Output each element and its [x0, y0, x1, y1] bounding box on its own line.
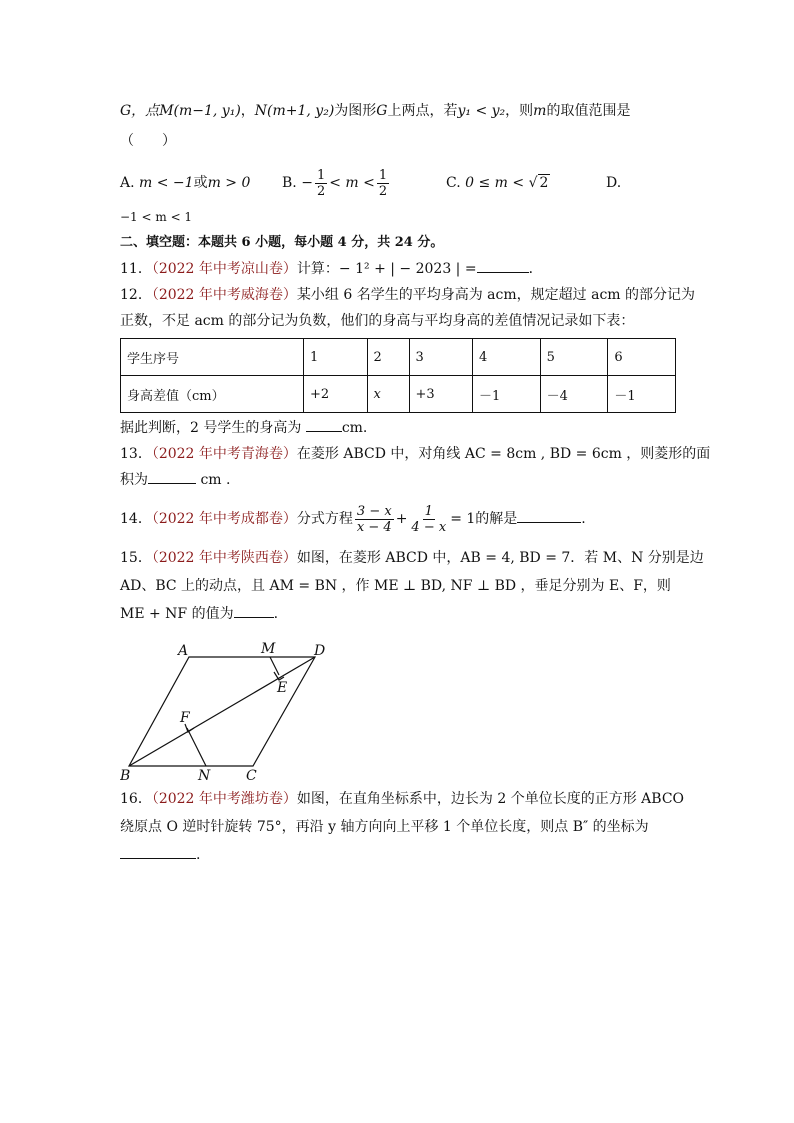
q14: [120, 499, 680, 539]
option-c-label: C.: [446, 175, 461, 191]
q13-line2-suffix: cm .: [200, 472, 231, 488]
q12-text-1: 某小组 6 名学生的平均身高为 acm，规定超过 acm 的部分记为: [296, 287, 696, 303]
frac-num: 1: [424, 503, 433, 519]
label-b: B: [120, 768, 131, 780]
option-a-label: A.: [120, 175, 135, 191]
q14-number: 14．: [120, 511, 152, 527]
q14-fraction-1: [355, 504, 394, 535]
q14-fraction-2: [409, 504, 448, 535]
frac-den: 2: [378, 183, 388, 199]
q13-text-1: 在菱形 ABCD 中，对角线 AC = 8cm , BD = 6cm ，则菱形的面: [296, 446, 711, 462]
q12-answer-blank[interactable]: [306, 417, 342, 432]
q10-point-n: N(m+1, y₂): [254, 103, 335, 119]
q14-eq: = 1的解是: [450, 511, 518, 527]
q15-line3-prefix: ME + NF 的值为: [120, 606, 234, 622]
q13-line2: [120, 469, 680, 491]
rhombus-figure: [120, 640, 340, 780]
table-cell: 身高差值（cm）: [121, 376, 304, 413]
table-cell: 1: [304, 339, 368, 376]
table-cell: 5: [540, 339, 608, 376]
label-c: C: [246, 768, 257, 780]
q10-stem-end: ，则: [505, 103, 534, 119]
segment-nf: [187, 728, 206, 766]
q10-comma: ，: [240, 103, 255, 119]
frac-den: 2: [316, 183, 326, 199]
q12-after: [120, 417, 680, 439]
label-d: D: [314, 643, 326, 659]
q11-source: （2022 年中考凉山卷）: [151, 261, 297, 277]
q15-source: （2022 年中考陕西卷）: [151, 550, 297, 566]
q16-answer-blank[interactable]: [120, 844, 196, 859]
table-cell: －4: [540, 376, 608, 413]
q11-number: 11．: [120, 261, 152, 277]
q15-number: 15．: [120, 550, 152, 566]
q15-line1: [120, 547, 704, 569]
q14-end: .: [581, 511, 586, 527]
option-b-mid: < m <: [329, 175, 375, 191]
q11-answer-blank[interactable]: [477, 258, 529, 273]
frac-num: 1: [316, 167, 326, 183]
q11-text: 计算：− 1² + | − 2023 | =: [296, 261, 477, 277]
table-row: [121, 376, 676, 413]
label-e: E: [277, 680, 288, 696]
q16-line3: [120, 844, 680, 866]
table-cell: 6: [608, 339, 676, 376]
option-b-minus: −: [301, 175, 313, 191]
q13-answer-blank[interactable]: [148, 469, 196, 484]
q16-source: （2022 年中考潍坊卷）: [151, 791, 297, 807]
option-a-text-1: m < −1: [139, 175, 194, 191]
q14-plus: +: [395, 511, 408, 527]
table-cell: －1: [608, 376, 676, 413]
table-cell: +2: [304, 376, 368, 413]
label-n: N: [198, 768, 211, 780]
option-c-sqrt: 2: [539, 175, 549, 191]
frac-num: 1: [378, 167, 388, 183]
q16-line2: 绕原点 O 逆时针旋转 75°，再沿 y 轴方向向上平移 1 个单位长度，则点 B″ 的坐标为: [120, 819, 649, 835]
option-b-frac-right: [377, 168, 389, 199]
q14-source: （2022 年中考成都卷）: [151, 511, 297, 527]
q10-stem-mid2: 上两点，若: [387, 103, 458, 119]
q16-line3-suffix: .: [196, 847, 201, 863]
table-row: [121, 339, 676, 376]
q10-stem-mid: 为图形: [334, 103, 377, 119]
q10-point-m: M(m−1, y₁): [159, 103, 241, 119]
q16-text-1: 如图，在直角坐标系中，边长为 2 个单位长度的正方形 ABCO: [296, 791, 685, 807]
q13-source: （2022 年中考青海卷）: [151, 446, 297, 462]
q15-text-1: 如图，在菱形 ABCD 中，AB = 4, BD = 7．若 M、N 分别是边: [296, 550, 704, 566]
q14-answer-blank[interactable]: [517, 508, 581, 523]
q10-paren: （ ）: [120, 133, 176, 149]
q10-stem-m: m: [533, 103, 547, 119]
q11-end: ．: [528, 261, 543, 277]
q10-stem-g: G: [376, 103, 388, 119]
option-c-text: 0 ≤ m <: [465, 175, 525, 191]
q12-source: （2022 年中考威海卷）: [151, 287, 297, 303]
worksheet-page: [120, 90, 711, 625]
q10-stem-end2: 的取值范围是: [546, 103, 631, 119]
table-cell: －1: [473, 376, 541, 413]
height-difference-table: [120, 338, 676, 413]
table-cell: 2: [367, 339, 409, 376]
q10-stem-prefix: G，点: [120, 103, 160, 119]
q15-answer-blank[interactable]: [234, 603, 274, 618]
q13-line2-prefix: 积为: [120, 472, 148, 488]
diagonal-bd: [129, 657, 315, 766]
q13-line1: [120, 443, 711, 465]
table-cell: x: [367, 376, 409, 413]
option-a-or: 或: [193, 175, 208, 191]
q12-after-suffix: cm.: [341, 420, 368, 436]
table-cell: 学生序号: [121, 339, 304, 376]
q15-line2: AD、BC 上的动点，且 AM = BN ，作 ME ⊥ BD, NF ⊥ BD ，垂足分别为 E、F，则: [120, 578, 671, 594]
table-cell: 3: [409, 339, 473, 376]
label-f: F: [180, 710, 190, 726]
q10-option-a: [120, 166, 250, 200]
label-a: A: [178, 643, 189, 659]
q12-line1: [120, 284, 696, 306]
q15-line3-suffix: .: [273, 606, 279, 622]
q10-inequality: y₁ < y₂: [457, 103, 506, 119]
table-cell: +3: [409, 376, 473, 413]
q12-line2: 正数，不足 acm 的部分记为负数，他们的身高与平均身高的差值情况记录如下表：: [120, 313, 635, 329]
section-title: 二、填空题：本题共 6 小题，每小题 4 分，共 24 分。: [120, 235, 444, 250]
q14-pre: 分式方程: [296, 511, 353, 527]
table-cell: 4: [473, 339, 541, 376]
option-b-label: B.: [282, 175, 297, 191]
q10-options: [120, 166, 680, 200]
q10-option-c: C. 0 ≤ m < √ 2: [446, 175, 549, 191]
frac-den: 4 − x: [411, 519, 447, 535]
q13-number: 13．: [120, 446, 152, 462]
q11: [120, 258, 680, 280]
q16-line1: [120, 788, 685, 810]
label-m: M: [261, 641, 276, 657]
q10-stem: [120, 100, 680, 122]
option-a-text-2: m > 0: [207, 175, 251, 191]
q10-option-d-text: −1 < m < 1: [120, 210, 193, 224]
q10-option-d-label: D.: [606, 175, 622, 191]
q12-after-prefix: 据此判断，2 号学生的身高为: [120, 420, 302, 436]
q15-line3: [120, 603, 680, 625]
option-b-frac-left: [315, 168, 327, 199]
q16-number: 16．: [120, 791, 152, 807]
q16-block: [120, 788, 685, 866]
q12-number: 12．: [120, 287, 152, 303]
q10-option-b: [282, 166, 391, 200]
frac-num: 3 − x: [356, 503, 392, 519]
frac-den: x − 4: [356, 519, 392, 535]
